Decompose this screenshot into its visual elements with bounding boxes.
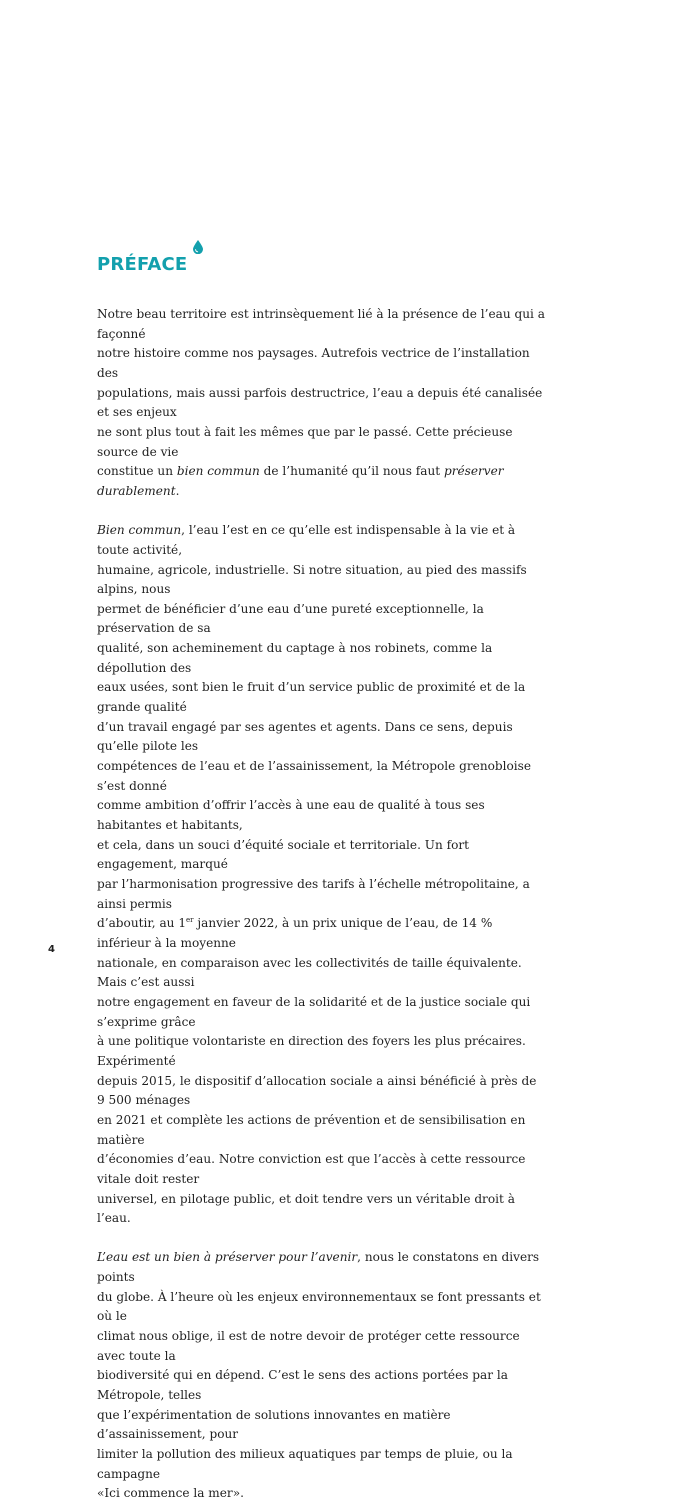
text-line: .: [175, 483, 180, 498]
text-line: , nous le constatons en divers points: [97, 1250, 540, 1285]
page-title: PRÉFACE: [97, 254, 188, 275]
text-line: qualité, son acheminement du captage à nos robinets, comme la dépollution des: [97, 641, 493, 675]
italic-phrase: L’eau est un bien à préserver pour l’avenir: [97, 1250, 358, 1265]
text-line: de l’humanité qu’il nous faut: [259, 464, 444, 479]
text-line: «Ici commence la mer».: [97, 1486, 244, 1501]
text-line: du globe. À l’heure où les enjeux environnementaux se font pressants et où le: [97, 1289, 541, 1324]
text-line: constitue un: [97, 464, 177, 479]
italic-phrase: préserver durablement: [97, 464, 504, 498]
text-line: Notre beau territoire est intrinsèquement lié à la présence de l’eau qui a façonné: [97, 307, 545, 341]
text-line: et cela, dans un souci d’équité sociale et territoriale. Un fort engagement, marqué: [97, 837, 469, 872]
paragraph-1: [97, 305, 547, 502]
text-line: d’économies d’eau. Notre conviction est que l’accès à cette ressource vitale doit rester: [97, 1152, 526, 1186]
page-number: 4: [48, 944, 55, 955]
text-line: limiter la pollution des milieux aquatiques par temps de pluie, ou la campagne: [97, 1447, 513, 1481]
text-line: biodiversité qui en dépend. C’est le sens des actions portées par la Métropole, telles: [97, 1368, 508, 1403]
text-line: janvier 2022, à un prix unique de l’eau, de 14 % inférieur à la moyenne: [97, 916, 493, 950]
italic-phrase: Bien commun: [97, 523, 182, 538]
text-line: depuis 2015, le dispositif d’allocation sociale a ainsi bénéficié à près de 9 500 ménages: [97, 1073, 537, 1108]
text-line: permet de bénéficier d’une eau d’une pureté exceptionnelle, la préservation de sa: [97, 601, 484, 636]
preface-body: [97, 305, 547, 1504]
text-line: eaux usées, sont bien le fruit d’un service public de proximité et de la grande qualité: [97, 680, 526, 715]
text-line: ne sont plus tout à fait les mêmes que par le passé. Cette précieuse source de vie: [97, 424, 513, 459]
superscript: er: [186, 916, 194, 925]
text-line: en 2021 et complète les actions de prévention et de sensibilisation en matière: [97, 1112, 526, 1147]
text-line: populations, mais aussi parfois destructrice, l’eau a depuis été canalisée et ses enjeux: [97, 385, 543, 420]
paragraph-3: [97, 1248, 547, 1504]
text-line: que l’expérimentation de solutions innovantes en matière d’assainissement, pour: [97, 1407, 451, 1442]
text-line: , l’eau l’est en ce qu’elle est indispensable à la vie et à toute activité,: [97, 523, 516, 557]
text-line: à une politique volontariste en direction des foyers les plus précaires. Expérimenté: [97, 1034, 526, 1068]
text-line: d’un travail engagé par ses agentes et agents. Dans ce sens, depuis qu’elle pilote les: [97, 719, 513, 754]
text-line: notre engagement en faveur de la solidarité et de la justice sociale qui s’exprime grâce: [97, 994, 531, 1029]
water-drop-icon: [193, 240, 203, 254]
text-line: d’aboutir, au 1: [97, 916, 187, 931]
text-line: climat nous oblige, il est de notre devoir de protéger cette ressource avec toute la: [97, 1329, 520, 1363]
paragraph-2: [97, 521, 547, 1229]
text-line: nationale, en comparaison avec les collectivités de taille équivalente. Mais c’est aussi: [97, 955, 522, 990]
text-line: notre histoire comme nos paysages. Autrefois vectrice de l’installation des: [97, 346, 530, 380]
text-line: comme ambition d’offrir l’accès à une eau de qualité à tous ses habitantes et habitants,: [97, 798, 485, 833]
text-line: compétences de l’eau et de l’assainissement, la Métropole grenobloise s’est donné: [97, 759, 532, 793]
text-line: par l’harmonisation progressive des tarifs à l’échelle métropolitaine, a ainsi permis: [97, 877, 530, 911]
text-line: universel, en pilotage public, et doit tendre vers un véritable droit à l’eau.: [97, 1191, 515, 1226]
italic-phrase: bien commun: [176, 464, 260, 479]
text-line: humaine, agricole, industrielle. Si notre situation, au pied des massifs alpins, nous: [97, 562, 527, 597]
